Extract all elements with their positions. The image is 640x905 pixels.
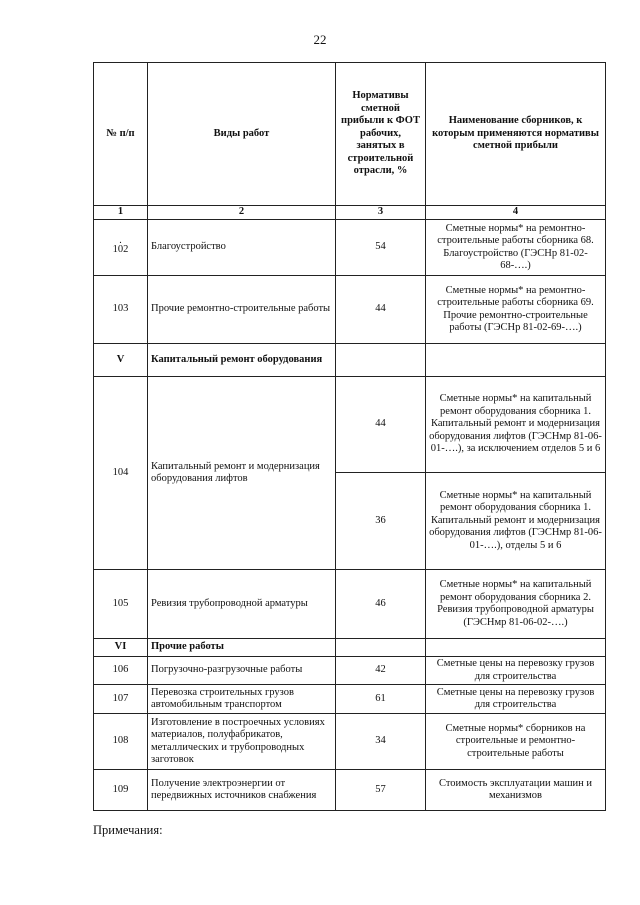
empty-cell [426,639,606,657]
row-number: 103 [94,276,148,344]
collection-name: Сметные цены на перевозку грузов для строительства [426,657,606,685]
header-norms: Нормативы сметной прибыли к ФОТ рабочих, занятых в строительной отрасли, % [336,63,426,206]
row-number: 109 [94,770,148,811]
norm-value: 34 [336,714,426,770]
norm-value: 36 [336,473,426,570]
collection-name: Стоимость эксплуатации машин и механизмов [426,770,606,811]
collection-name: Сметные нормы* на ремонтно-строительные работы сборника 69. Прочие ремонтно-строительные работы (ГЭСНр 81-02-69-….) [426,276,606,344]
section-title: Капитальный ремонт оборудования [148,344,336,377]
page-number: 22 [313,32,327,47]
table-row [94,570,606,639]
column-number-row [94,206,606,220]
work-type: Капитальный ремонт и модернизация оборудования лифтов [148,377,336,570]
row-number: 108 [94,714,148,770]
norm-value: 61 [336,685,426,714]
row-number: 105 [94,570,148,639]
norm-value: 57 [336,770,426,811]
work-type: Прочие ремонтно-строительные работы [148,276,336,344]
collection-name: Сметные нормы* на капитальный ремонт оборудования сборника 1. Капитальный ремонт и модернизация оборудования лифтов (ГЭСНмр 81-06-01-….), за исключением отделов 5 и 6 [426,377,606,473]
empty-cell [426,344,606,377]
row-number: 106 [94,657,148,685]
column-number: 2 [148,206,336,220]
header-num: № п/п [94,63,148,206]
dot-mark: . [119,235,122,247]
table-row [94,657,606,685]
row-number: 104 [94,377,148,570]
row-number: 107 [94,685,148,714]
header-collection: Наименование сборников, к которым применяются нормативы сметной прибыли [426,63,606,206]
work-type: Погрузочно-разгрузочные работы [148,657,336,685]
work-type: Благоустройство [148,220,336,276]
header-work: Виды работ [148,63,336,206]
norms-table [93,62,606,811]
table-row [94,220,606,276]
table-row [94,685,606,714]
section-number: VI [94,639,148,657]
column-number: 1 [94,206,148,220]
norm-value: 46 [336,570,426,639]
table-row [94,770,606,811]
column-number: 3 [336,206,426,220]
table-row [94,714,606,770]
norm-value: 54 [336,220,426,276]
collection-name: Сметные цены на перевозку грузов для строительства [426,685,606,714]
collection-name: Сметные нормы* на капитальный ремонт оборудования сборника 1. Капитальный ремонт и модернизация оборудования лифтов (ГЭСНмр 81-06-01-….), отделы 5 и 6 [426,473,606,570]
section-title: Прочие работы [148,639,336,657]
column-number: 4 [426,206,606,220]
header-row [94,63,606,206]
section-number: V [94,344,148,377]
section-row [94,344,606,377]
work-type: Перевозка строительных грузов автомобильным транспортом [148,685,336,714]
section-row [94,639,606,657]
work-type: Получение электроэнергии от передвижных источников снабжения [148,770,336,811]
empty-cell [336,344,426,377]
empty-cell [336,639,426,657]
norm-value: 42 [336,657,426,685]
table-row [94,276,606,344]
collection-name: Сметные нормы* сборников на строительные и ремонтно-строительные работы [426,714,606,770]
norm-value: 44 [336,276,426,344]
row-number: . 102 [94,220,148,276]
table-row [94,377,606,473]
work-type: Ревизия трубопроводной арматуры [148,570,336,639]
collection-name: Сметные нормы* на капитальный ремонт оборудования сборника 2. Ревизия трубопроводной арматуры (ГЭСНмр 81-06-02-….) [426,570,606,639]
notes-heading: Примечания: [93,823,163,837]
collection-name: Сметные нормы* на ремонтно-строительные работы сборника 68. Благоустройство (ГЭСНр 81-02-68-….) [426,220,606,276]
norm-value: 44 [336,377,426,473]
work-type: Изготовление в построечных условиях материалов, полуфабрикатов, металлических и трубопроводных заготовок [148,714,336,770]
